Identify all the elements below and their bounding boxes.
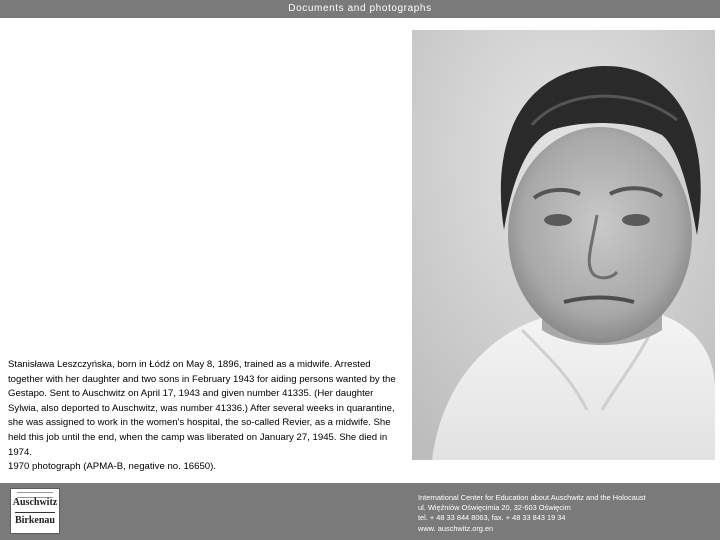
contact-info bbox=[418, 493, 718, 534]
caption-text: Stanisława Leszczyńska, born in Łódź on May 8, 1896, trained as a midwife. Arrested together with her daughter and two sons in February 1943 for aiding persons wanted by the Gestapo. Sent to Auschwitz on April 17, 1943 and given number 41335. (Her daughter Sylwia, also deported to Auschwitz, was number 41336.) After several weeks in quarantine, she was assigned to work in the women's hospital, the so-called Revier, as a midwife. She held this job until the end, when the camp was liberated on January 27, 1945. She died in 1974. bbox=[8, 359, 396, 458]
page-title: Documents and photographs bbox=[288, 3, 432, 14]
logo-line-1: Auschwitz bbox=[12, 497, 58, 508]
contact-address: ul. Więźniów Oświęcimia 20, 32-603 Oświęcim bbox=[418, 503, 571, 513]
contact-website: www. auschwitz.org.en bbox=[418, 523, 494, 533]
header-bar bbox=[0, 0, 720, 18]
caption-source: 1970 photograph (APMA-B, negative no. 16650). bbox=[8, 461, 217, 473]
auschwitz-birkenau-logo bbox=[10, 488, 60, 534]
footer-bar bbox=[0, 483, 720, 540]
portrait-photo bbox=[412, 30, 715, 460]
logo-line-2: Birkenau bbox=[14, 515, 55, 526]
contact-phone: tel. + 48 33 844 8063, fax. + 48 33 843 19 34 bbox=[418, 513, 566, 523]
logo-divider bbox=[15, 512, 55, 513]
photo-caption bbox=[8, 358, 400, 475]
contact-institution: International Center for Education about Auschwitz and the Holocaust bbox=[418, 493, 646, 502]
